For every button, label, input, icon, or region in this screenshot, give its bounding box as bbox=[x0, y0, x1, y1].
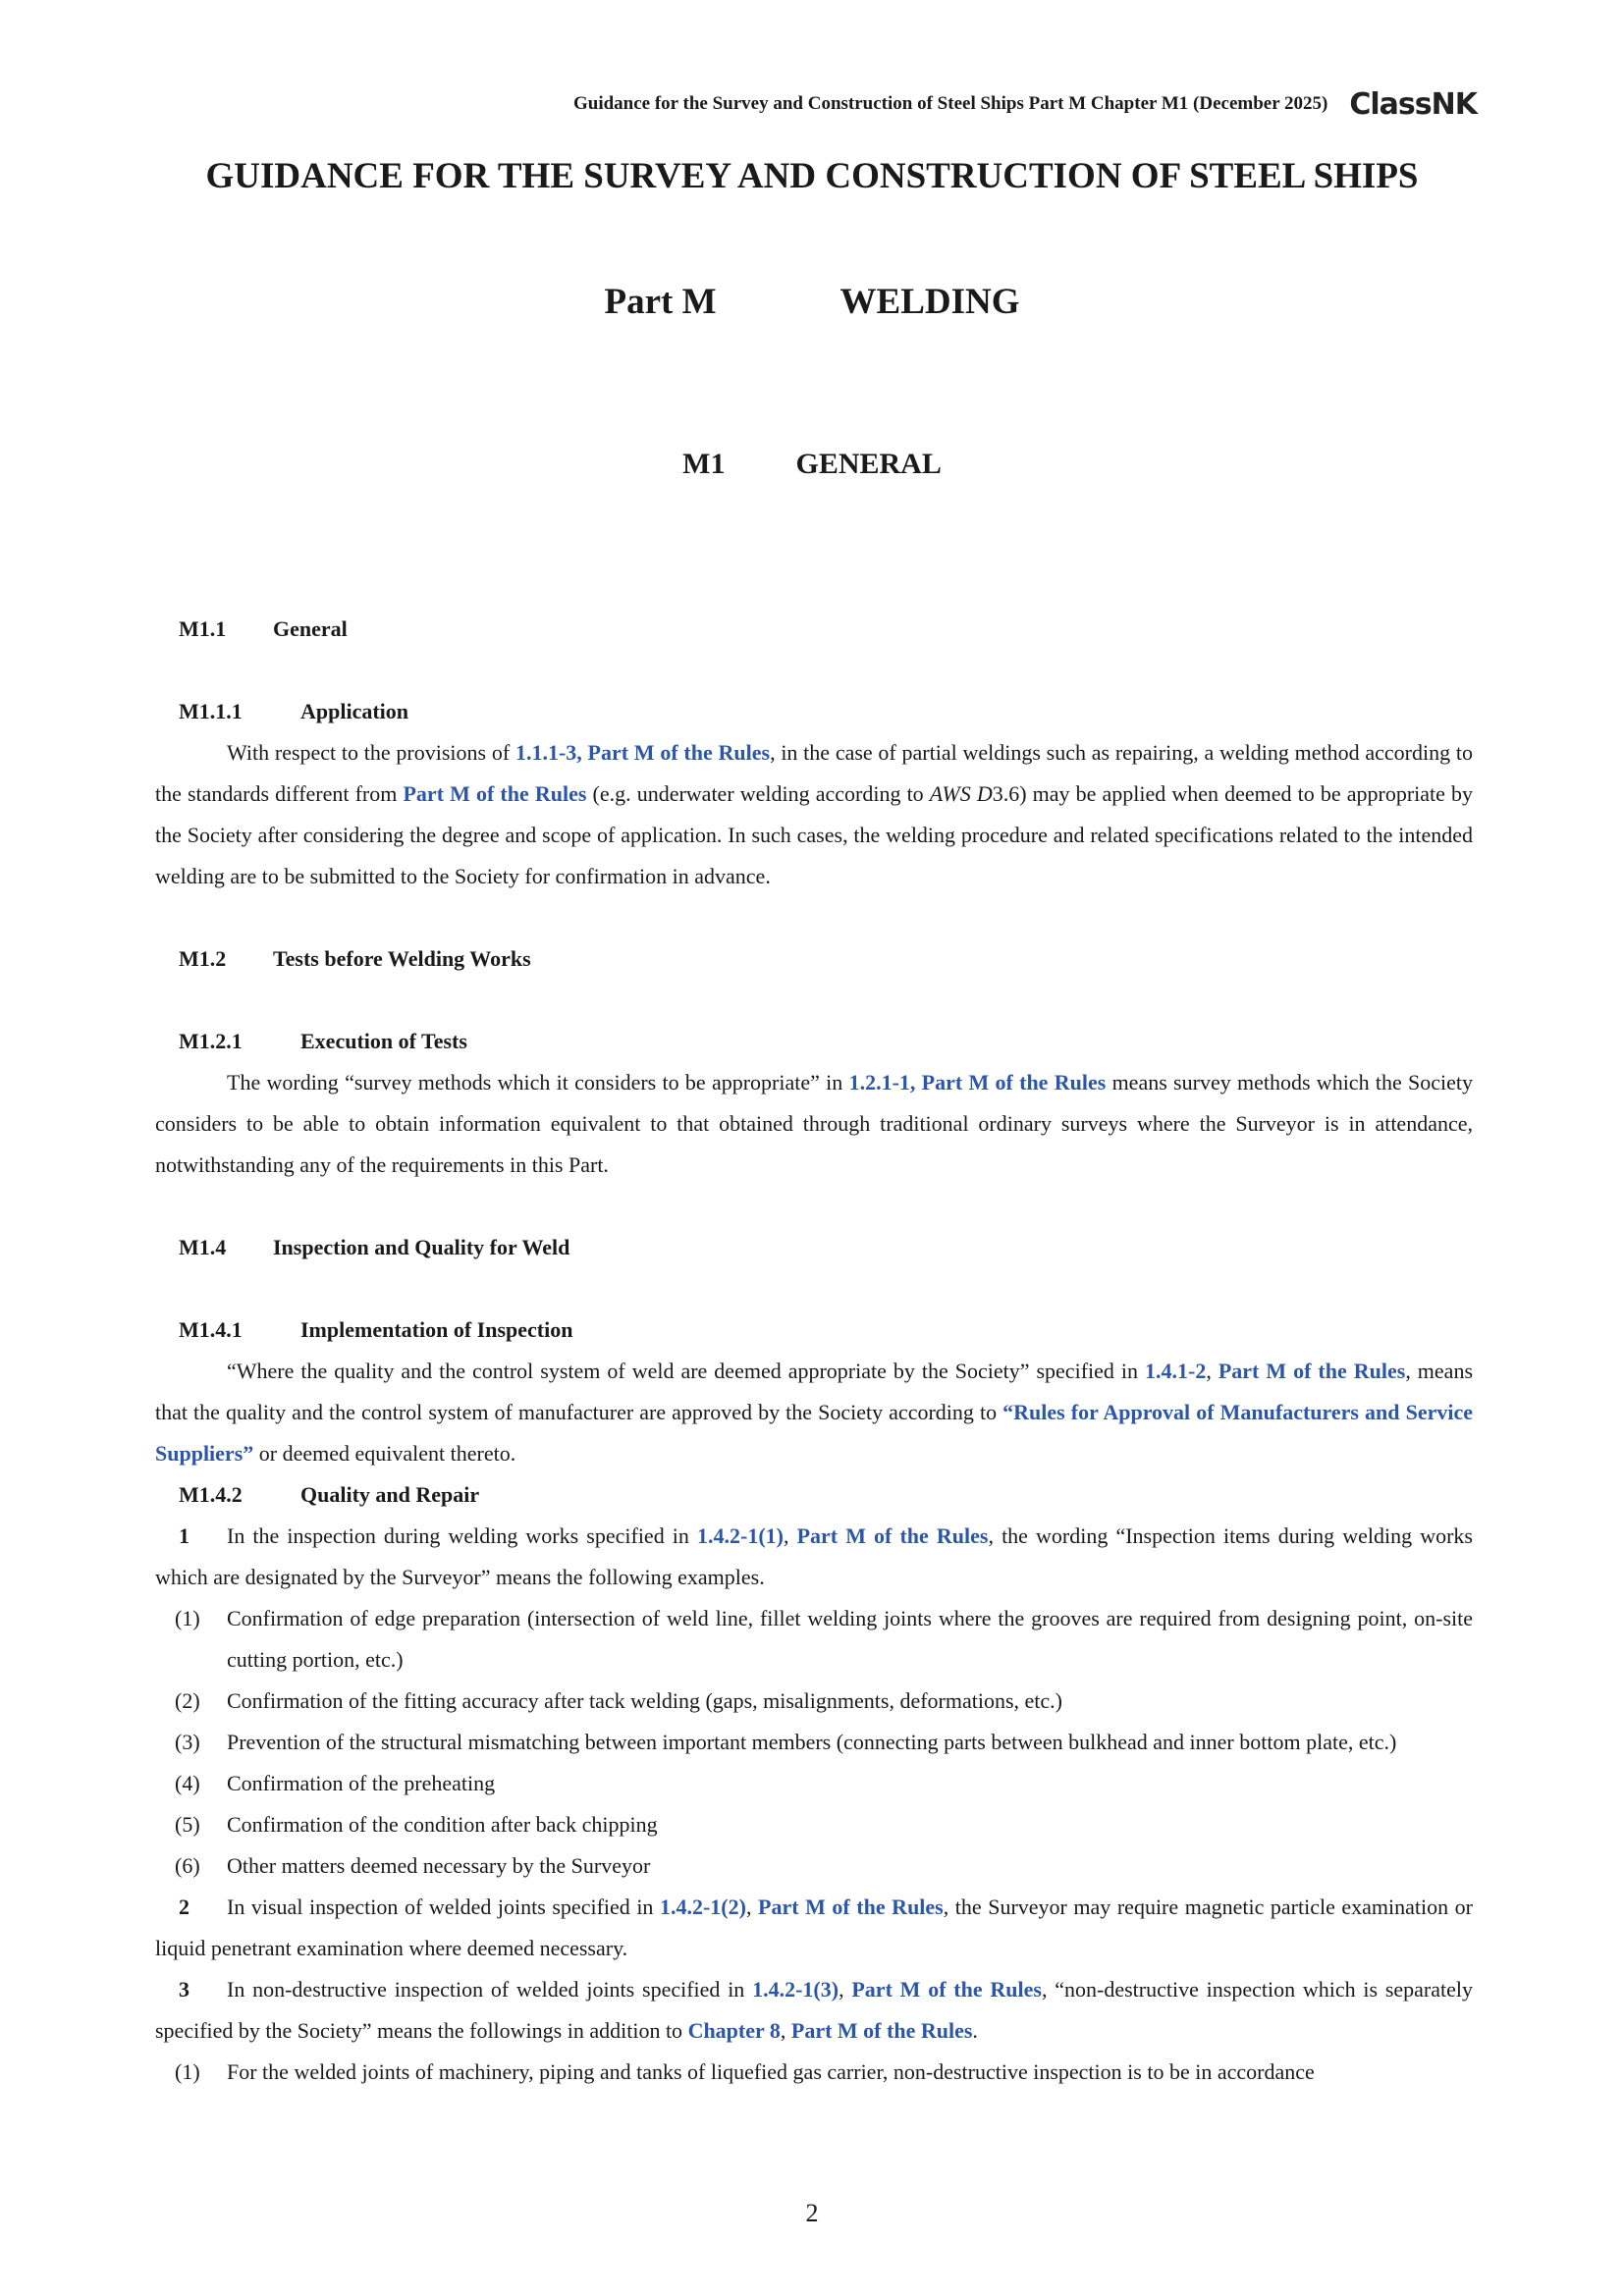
chapter-title bbox=[0, 448, 1624, 481]
list-item: (5) Confirmation of the condition after back chipping bbox=[175, 1812, 658, 1837]
rule-reference-link[interactable]: Part M of the Rules bbox=[790, 2018, 973, 2043]
list-item: (1) Confirmation of edge preparation (intersection of weld line, fillet welding joints where the grooves are required from designing point, on-site cutting portion, etc.) bbox=[175, 1606, 1473, 1672]
section-title: Inspection and Quality for Weld bbox=[273, 1235, 570, 1259]
rules-for-approval-link[interactable]: “Rules for Approval of Manufacturers and Service Suppliers” bbox=[155, 1400, 1473, 1466]
subsection-number: M1.1.1 bbox=[179, 699, 243, 723]
part-label: Part M bbox=[604, 282, 717, 322]
numbered-paragraph-2: 2 In visual inspection of welded joints specified in 1.4.2-1(2), Part M of the Rules, the Surveyor may require magnetic particle examination or liquid penetrant examination where deemed necessary. bbox=[155, 1887, 1473, 1969]
rule-reference-link[interactable]: Part M of the Rules bbox=[796, 1523, 989, 1548]
subsection-title: Execution of Tests bbox=[300, 1029, 467, 1053]
numbered-paragraph-3: 3 In non-destructive inspection of welded joints specified in 1.4.2-1(3), Part M of the Rules, “non-destructive inspection which is separately specified by the Society” means the followings in addition to Chapter 8, Part M of the Rules. bbox=[155, 1969, 1473, 2052]
subsection-heading-m1-4-2 bbox=[155, 1474, 1473, 1516]
rule-reference-link[interactable]: Part M of the Rules bbox=[851, 1977, 1042, 2002]
rule-reference-link[interactable]: 1.2.1-1, Part M of the Rules bbox=[848, 1070, 1107, 1095]
rule-reference-link[interactable]: 1.4.1-2 bbox=[1145, 1359, 1207, 1383]
rule-reference-link[interactable]: 1.4.2-1(2) bbox=[659, 1895, 746, 1919]
paragraph-execution-of-tests: The wording “survey methods which it considers to be appropriate” in 1.2.1-1, Part M of the Rules means survey methods which the Society considers to be able to obtain information equivalent to that obtained through traditional ordinary surveys where the Surveyor is in attendance, notwithstanding any of the requirements in this Part. bbox=[155, 1070, 1473, 1177]
subsection-title: Application bbox=[300, 699, 409, 723]
list-item: (6) Other matters deemed necessary by the Surveyor bbox=[175, 1853, 651, 1878]
subsection-heading-m1-2-1 bbox=[155, 1021, 1473, 1062]
subsection-number: M1.4.1 bbox=[179, 1317, 243, 1342]
section-title: General bbox=[273, 616, 348, 641]
chapter-name: GENERAL bbox=[795, 448, 942, 480]
paragraph-implementation-of-inspection: “Where the quality and the control system of weld are deemed appropriate by the Society” specified in 1.4.1-2, Part M of the Rules, means that the quality and the control system of manufacturer are approved by the Society according to “Rules for Approval of Manufacturers and Service Suppliers” or deemed equivalent thereto. bbox=[155, 1359, 1474, 1466]
rule-reference-link[interactable]: Part M of the Rules bbox=[1218, 1359, 1406, 1383]
subsection-heading-m1-1-1 bbox=[155, 691, 1473, 732]
rule-reference-link[interactable]: Part M of the Rules bbox=[403, 781, 587, 806]
section-heading-m1-1 bbox=[155, 609, 1473, 650]
section-title: Tests before Welding Works bbox=[273, 946, 531, 971]
chapter-label: M1 bbox=[682, 448, 726, 480]
part-name: WELDING bbox=[839, 282, 1020, 322]
rule-reference-link[interactable]: 1.4.2-1(3) bbox=[752, 1977, 839, 2002]
subsection-title: Quality and Repair bbox=[300, 1482, 480, 1507]
page-number: 2 bbox=[805, 2199, 819, 2227]
section-heading-m1-4 bbox=[155, 1227, 1473, 1268]
subsection-number: M1.2.1 bbox=[179, 1029, 243, 1053]
section-heading-m1-2 bbox=[155, 938, 1473, 980]
document-body bbox=[155, 609, 1473, 2093]
section-number: M1.1 bbox=[179, 616, 227, 641]
paragraph-number: 1 bbox=[179, 1523, 189, 1548]
subsection-number: M1.4.2 bbox=[179, 1482, 243, 1507]
part-title bbox=[0, 281, 1624, 323]
classnk-logo: ClassNK bbox=[1349, 86, 1477, 122]
section-number: M1.2 bbox=[179, 946, 227, 971]
rule-reference-link[interactable]: 1.4.2-1(1) bbox=[697, 1523, 784, 1548]
chapter-reference-link[interactable]: Chapter 8 bbox=[687, 2018, 781, 2043]
rule-reference-link[interactable]: Part M of the Rules bbox=[758, 1895, 944, 1919]
running-title: Guidance for the Survey and Construction of Steel Ships Part M Chapter M1 (December 2025) bbox=[572, 93, 1328, 114]
list-item: (2) Confirmation of the fitting accuracy after tack welding (gaps, misalignments, deformations, etc.) bbox=[175, 1688, 1063, 1713]
subsection-title: Implementation of Inspection bbox=[300, 1317, 573, 1342]
rule-reference-link[interactable]: 1.1.1-3, Part M of the Rules bbox=[514, 740, 771, 765]
list-item: (3) Prevention of the structural mismatching between important members (connecting parts between bulkhead and inner bottom plate, etc.) bbox=[175, 1730, 1397, 1754]
paragraph-number: 2 bbox=[179, 1895, 189, 1919]
list-item: (1) For the welded joints of machinery, piping and tanks of liquefied gas carrier, non-destructive inspection is to be in accordance bbox=[175, 2059, 1315, 2084]
paragraph-number: 3 bbox=[179, 1977, 189, 2002]
list-item: (4) Confirmation of the preheating bbox=[175, 1771, 496, 1795]
section-number: M1.4 bbox=[179, 1235, 227, 1259]
running-header bbox=[573, 84, 1477, 124]
numbered-paragraph-1: 1 In the inspection during welding works specified in 1.4.2-1(1), Part M of the Rules, the wording “Inspection items during welding works which are designated by the Surveyor” means the following examples. bbox=[155, 1516, 1473, 1598]
paragraph-application: With respect to the provisions of 1.1.1-3, Part M of the Rules, in the case of partial weldings such as repairing, a welding method according to the standards different from Part M of the Rules (e.g. underwater welding according to AWS D3.6) may be applied when deemed to be appropriate by the Society after considering the degree and scope of application. In such cases, the welding procedure and related specifications related to the intended welding are to be submitted to the Society for confirmation in advance. bbox=[155, 740, 1474, 888]
subsection-heading-m1-4-1 bbox=[155, 1309, 1473, 1351]
document-title: GUIDANCE FOR THE SURVEY AND CONSTRUCTION OF STEEL SHIPS bbox=[205, 156, 1419, 196]
